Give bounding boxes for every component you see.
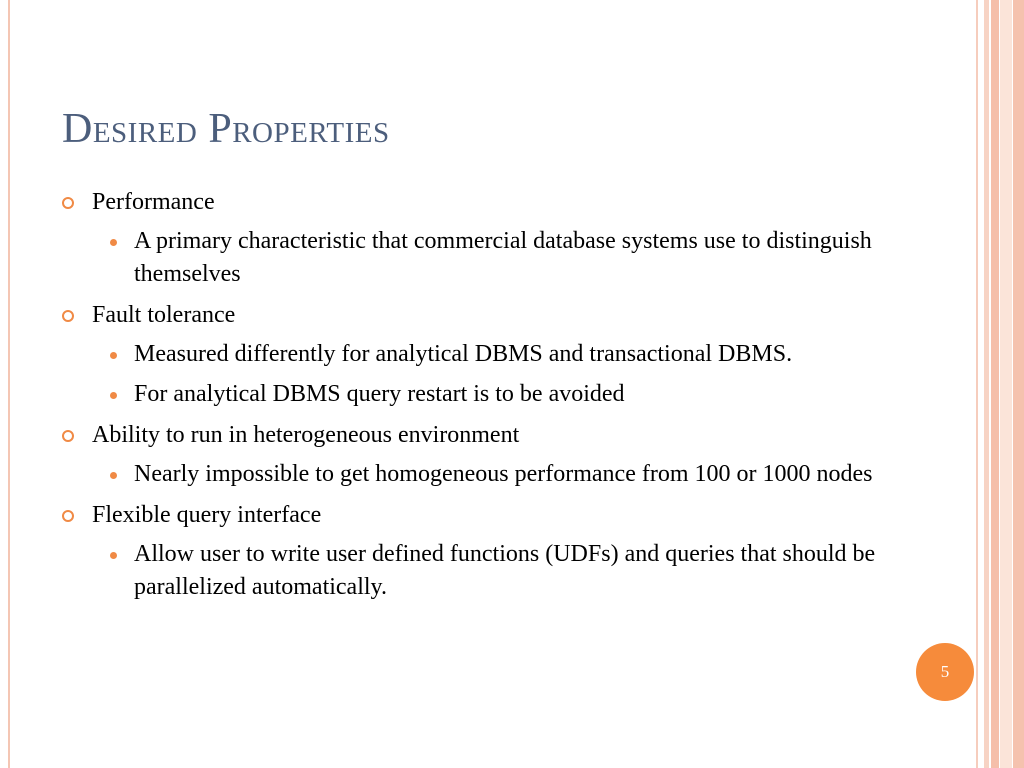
ring-bullet-icon (62, 510, 74, 522)
bullet-item-query-interface (62, 499, 882, 531)
bullet-list (62, 186, 882, 604)
sub-bullet-item (62, 378, 882, 411)
bullet-text: Performance (92, 189, 215, 215)
sub-bullet-text: A primary characteristic that commercial database systems use to distinguish themselves (134, 228, 872, 287)
dot-bullet-icon (110, 392, 117, 399)
sub-bullet-item (62, 538, 882, 604)
bullet-text: Ability to run in heterogeneous environment (92, 422, 520, 448)
dot-bullet-icon (110, 472, 117, 479)
sub-bullet-item (62, 225, 882, 291)
ring-bullet-icon (62, 310, 74, 322)
sub-bullet-text: For analytical DBMS query restart is to be avoided (134, 381, 625, 407)
bullet-text: Fault tolerance (92, 302, 236, 328)
dot-bullet-icon (110, 239, 117, 246)
dot-bullet-icon (110, 352, 117, 359)
right-decor-band (984, 0, 989, 768)
dot-bullet-icon (110, 552, 117, 559)
bullet-item-fault-tolerance (62, 299, 882, 331)
slide-title: Desired Properties (62, 106, 390, 152)
left-border-line (8, 0, 10, 768)
ring-bullet-icon (62, 430, 74, 442)
bullet-item-performance (62, 186, 882, 218)
sub-bullet-text: Nearly impossible to get homogeneous performance from 100 or 1000 nodes (134, 461, 873, 487)
bullet-text: Flexible query interface (92, 502, 322, 528)
ring-bullet-icon (62, 197, 74, 209)
bullet-item-heterogeneous (62, 419, 882, 451)
right-decor-band (976, 0, 978, 768)
sub-bullet-text: Measured differently for analytical DBMS and transactional DBMS. (134, 341, 793, 367)
right-decor-band (991, 0, 999, 768)
right-decor-band (1013, 0, 1024, 768)
page-number-badge: 5 (916, 643, 974, 701)
right-decor-band (1000, 0, 1012, 768)
sub-bullet-item (62, 338, 882, 371)
sub-bullet-item (62, 458, 882, 491)
sub-bullet-text: Allow user to write user defined functions (UDFs) and queries that should be parallelized automatically. (134, 541, 876, 600)
